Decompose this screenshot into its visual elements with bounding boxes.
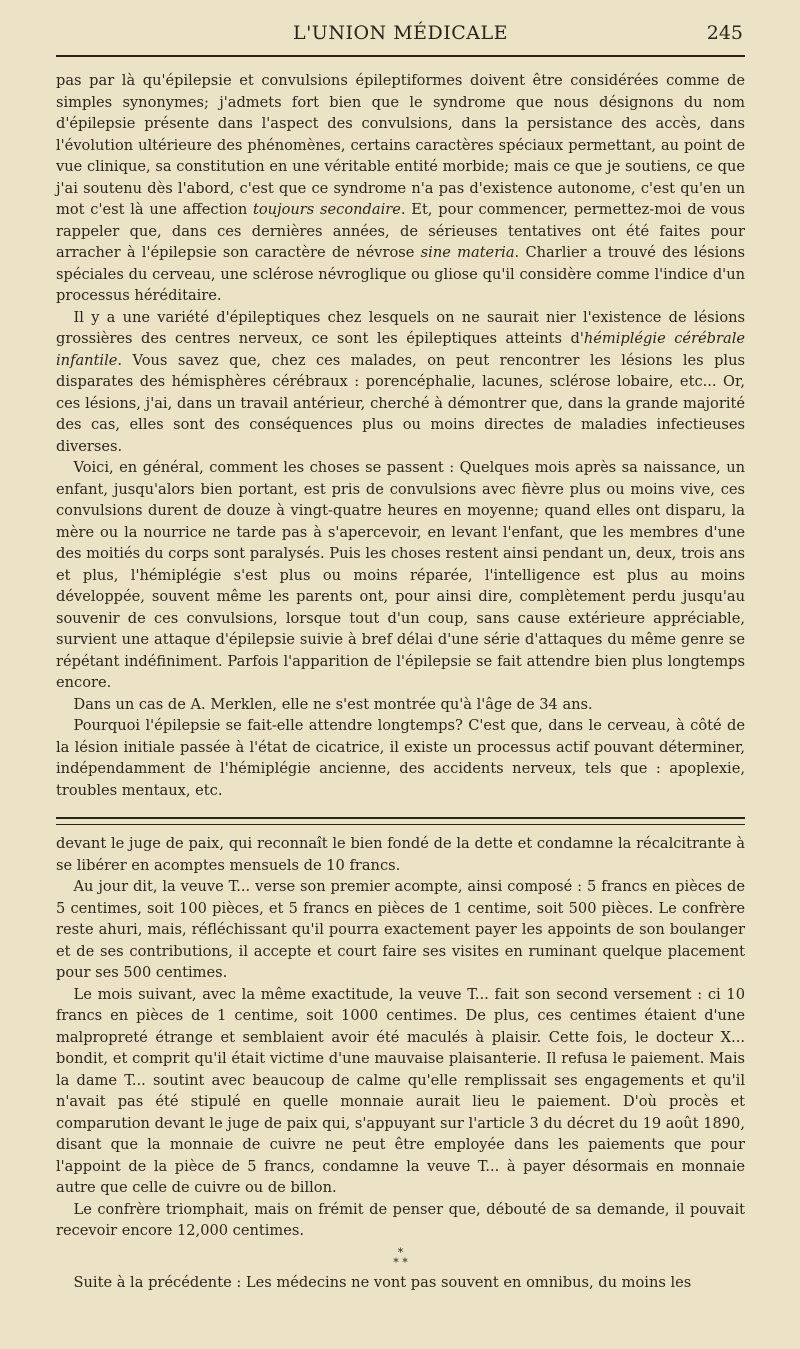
paragraph-text: . Charlier a trouvé des lésions spéciales du cerveau, une sclérose névroglique ou gliose qu'il considère comme l'indice d'un processus héréditaire. [56,244,746,304]
paragraph: devant le juge de paix, qui reconnaît le bien fondé de la dette et condamne la récalcitrante à se libérer en acomptes mensuels de 10 francs. [56,835,745,874]
asterism-bottom: * * [393,1255,408,1269]
asterism [56,1245,745,1269]
paragraph: Le confrère triomphait, mais on frémit de penser que, débouté de sa demande, il pouvait recevoir encore 12,000 centimes. [56,1200,745,1239]
paragraph-text: pas par là qu'épilepsie et convulsions épileptiformes doivent être considérées comme de simples synonymes; j'admets fort bien que le syndrome que nous désignons du nom d'épilepsie présente dans l'aspect des convulsions, dans la persistance des accès, dans l'évolution ultérieure des phénomènes, certains caractères spéciaux permettant, au point de vue clinique, sa constitution en une véritable entité morbide; mais ce que je soutiens, ce que j'ai soutenu dès l'abord, c'est que ce syndrome n'a pas d'existence autonome, c'est qu'en un mot c'est là une affection [56,72,745,218]
paragraph: Dans un cas de A. Merklen, elle ne s'est montrée qu'à l'âge de 34 ans. [73,695,593,713]
emphasis-text: sine materia [420,244,515,261]
paragraph [56,307,745,458]
header-rule [56,55,745,57]
paragraph: Voici, en général, comment les choses se passent : Quelques mois après sa naissance, un enfant, jusqu'alors bien portant, est pris de convulsions avec fièvre plus ou moins vive, ces convulsions durent de douze à vingt-quatre heures en moyenne; quand elles ont disparu, la mère ou la nourrice ne tarde pas à s'apercevoir, en levant l'enfant, que les membres d'une des moitiés du corps sont paralysés. Puis les choses restent ainsi pendant un, deux, trois ans et plus, l'hémiplégie s'est plus ou moins réparée, l'intelligence est plus au moins développée, souvent même les parents ont, pour ainsi dire, complètement perdu jusqu'au souvenir de ces convulsions, lorsque tout d'un coup, sans cause extérieure appréciable, survient une attaque d'épilepsie suivie à bref délai d'une série d'attaques du même genre se répétant indéfiniment. Parfois l'apparition de l'épilepsie se fait attendre bien plus longtemps encore. [56,459,745,691]
page-header [56,0,745,62]
paragraph-text: Il y a une variété d'épileptiques chez lesquels on ne saurait nier l'existence de lésions grossières des centres nerveux, ce sont les épileptiques atteints d' [56,308,745,347]
paragraph: Le mois suivant, avec la même exactitude, la veuve T... fait son second versement : ci 10 francs en pièces de 1 centime, soit 1000 centimes. De plus, ces centimes étaient d'une malpropreté étrange et semblaient avoir été maculés à plaisir. Cette fois, le docteur X... bondit, et comprit qu'il était victime d'une mauvaise plaisanterie. Il refusa le paiement. Mais la dame T... soutint avec beaucoup de calme qu'elle remplissait ses engagements et qu'il n'avait pas été stipulé en quelle monnaie aurait lieu le paiement. D'où procès et comparution devant le juge de paix qui, s'appuyant sur l'article 3 du décret du 19 août 1890, disant que la monnaie de cuivre ne peut être employée dans les paiements que pour l'appoint de la pièce de 5 francs, condamne la veuve T... à payer désormais en monnaie autre que celle de cuivre ou de billon. [56,985,745,1196]
emphasis-text: toujours secondaire [253,201,401,218]
paragraph-text: . Et, pour commencer, permettez-moi de vous rappeler que, dans ces dernières années, de sérieuses tentatives ont été faites pour arracher à l'épilepsie son caractère de névrose [56,201,746,261]
paragraph: Au jour dit, la veuve T... verse son premier acompte, ainsi composé : 5 francs en pièces de 5 centimes, soit 100 pièces, et 5 francs en pièces de 1 centime, soit 500 pièces. Le confrère reste ahuri, mais, réfléchissant qu'il pourra exactement payer les appoints de son boulanger et de ses contributions, il accepte et court faire ses visites en ruminant quelque placement pour ses 500 centimes. [56,878,745,981]
paragraph: Pourquoi l'épilepsie se fait-elle attendre longtemps? C'est que, dans le cerveau, à côté de la lésion initiale passée à l'état de cicatrice, il existe un processus actif pouvant déterminer, indépendamment de l'hémiplégie ancienne, des accidents nerveux, tels que : apoplexie, troubles mentaux, etc. [56,717,745,799]
paragraph: Suite à la précédente : Les médecins ne vont pas souvent en omnibus, du moins les [73,1273,692,1291]
page-number: 245 [706,22,743,44]
paragraph [56,70,745,307]
asterism-top: * [397,1245,404,1259]
paragraph-text: . Vous savez que, chez ces malades, on peut rencontrer les lésions les plus disparates des hémisphères cérébraux : porencéphalie, lacunes, sclérose lobaire, etc... Or, ces lésions, j'ai, dans un travail antérieur, cherché à démontrer que, dans la grande majorité des cas, elles sont des conséquences plus ou moins directes de maladies infectieuses diverses. [56,351,745,455]
running-title: L'UNION MÉDICALE [292,22,509,44]
article-epilepsie [56,70,745,801]
section-separator [56,817,745,825]
article-feuilleton [56,833,745,1293]
emphasis-text: hémiplégie cérébrale infantile [56,330,745,369]
